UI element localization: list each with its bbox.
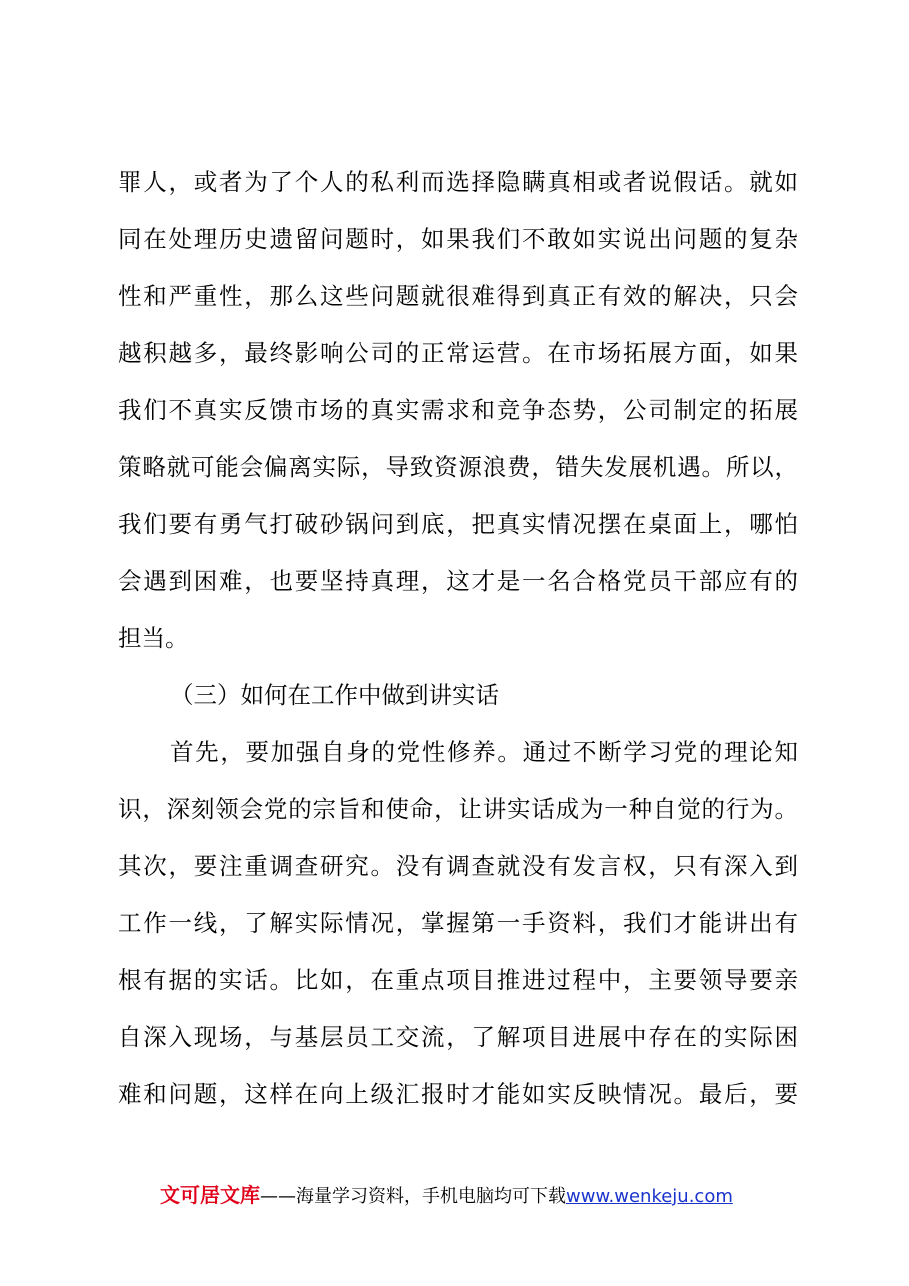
text-line-5: 我们不真实反馈市场的真实需求和竞争态势，公司制定的拓展: [118, 396, 798, 424]
footer-brand: 文可居文库: [160, 1183, 260, 1207]
text-line-13: 其次，要注重调查研究。没有调查就没有发言权，只有深入到: [118, 852, 798, 880]
text-line-17: 难和问题，这样在向上级汇报时才能如实反映情况。最后，要: [118, 1080, 798, 1108]
text-line-12: 识，深刻领会党的宗旨和使命，让讲实话成为一种自觉的行为。: [118, 795, 798, 823]
text-line-16: 自深入现场，与基层员工交流，了解项目进展中存在的实际困: [118, 1023, 798, 1051]
text-line-9: 担当。: [118, 624, 189, 652]
footer-tagline: ——海量学习资料，手机电脑均可下载: [260, 1186, 566, 1207]
text-line-15: 根有据的实话。比如，在重点项目推进过程中，主要领导要亲: [118, 966, 798, 994]
text-line-2: 同在处理历史遗留问题时，如果我们不敢如实说出问题的复杂: [118, 225, 798, 253]
section-heading: （三）如何在工作中做到讲实话: [170, 681, 499, 709]
text-line-7: 我们要有勇气打破砂锅问到底，把真实情况摆在桌面上，哪怕: [118, 510, 798, 538]
text-line-14: 工作一线，了解实际情况，掌握第一手资料，我们才能讲出有: [118, 909, 798, 937]
footer-banner: [160, 1180, 733, 1210]
footer-website-link[interactable]: www.wenkeju.com: [566, 1186, 733, 1207]
text-line-6: 策略就可能会偏离实际，导致资源浪费，错失发展机遇。所以，: [118, 453, 798, 481]
text-line-3: 性和严重性，那么这些问题就很难得到真正有效的解决，只会: [118, 282, 798, 310]
text-line-8: 会遇到困难，也要坚持真理，这才是一名合格党员干部应有的: [118, 567, 798, 595]
text-line-1: 罪人，或者为了个人的私利而选择隐瞒真相或者说假话。就如: [118, 168, 798, 196]
text-line-11: 首先，要加强自身的党性修养。通过不断学习党的理论知: [170, 738, 798, 766]
text-line-4: 越积越多，最终影响公司的正常运营。在市场拓展方面，如果: [118, 339, 798, 367]
